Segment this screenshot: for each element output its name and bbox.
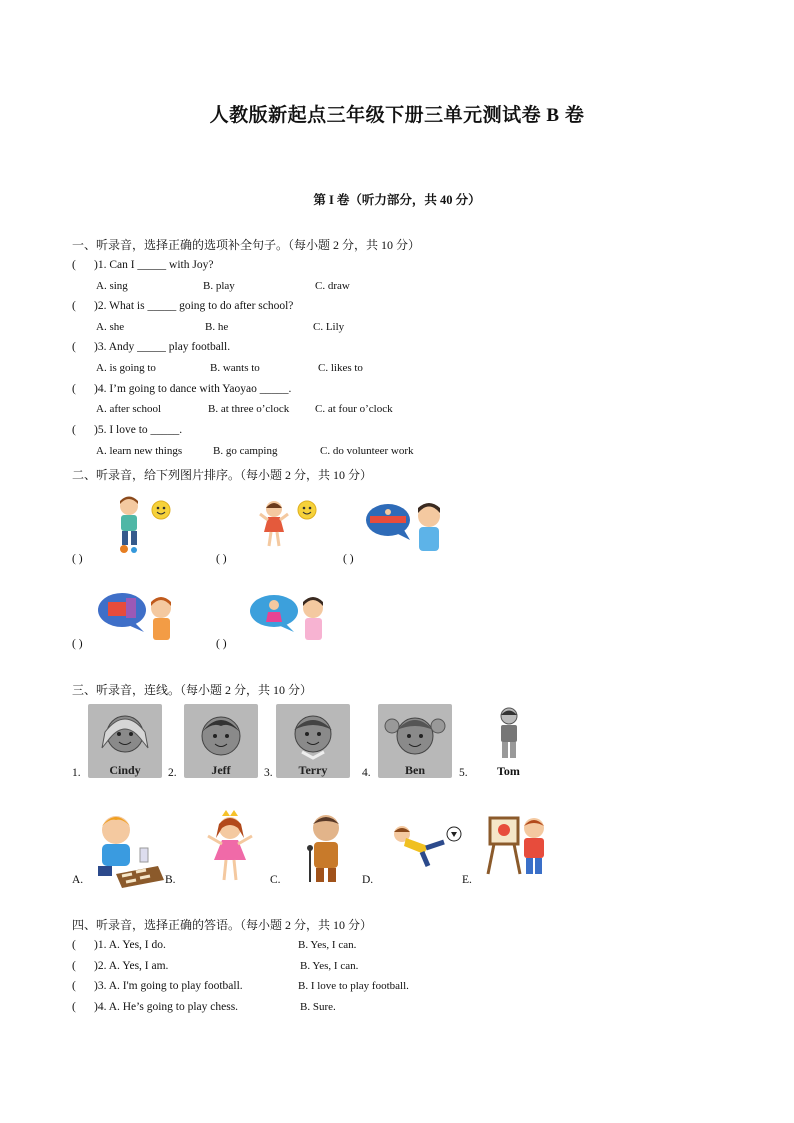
section-1-heading: 一、听录音，选择正确的选项补全句子。（每小题 2 分，共 10 分） bbox=[72, 238, 421, 252]
ordering-slot: ( ) bbox=[216, 553, 227, 565]
section-2-heading: 二、听录音，给下列图片排序。（每小题 2 分，共 10 分） bbox=[72, 468, 373, 482]
option-c: C. at four o’clock bbox=[315, 403, 393, 415]
activity-letter: B. bbox=[165, 874, 176, 886]
girl-ballet-picture bbox=[204, 810, 256, 884]
option-c: C. likes to bbox=[318, 362, 363, 374]
option-b: B. Yes, I can. bbox=[300, 960, 359, 972]
answer-paren: ( bbox=[72, 960, 76, 972]
section-3-heading: 三、听录音，连线。（每小题 2 分，共 10 分） bbox=[72, 683, 313, 697]
person-card-terry bbox=[276, 704, 350, 778]
boy-football-picture bbox=[388, 822, 464, 872]
option-a: A. is going to bbox=[96, 362, 156, 374]
tom-figure-icon bbox=[496, 706, 522, 764]
person-name: Terry bbox=[298, 763, 328, 777]
activity-letter: D. bbox=[362, 874, 374, 886]
option-b: B. Sure. bbox=[300, 1001, 336, 1013]
question-text: )2. A. Yes, I am. bbox=[94, 960, 169, 972]
page-title: 人教版新起点三年级下册三单元测试卷 B 卷 bbox=[209, 105, 585, 126]
question-text: )3. Andy _____ play football. bbox=[94, 341, 231, 353]
boy-running-bubble-picture bbox=[366, 500, 446, 555]
answer-paren: ( bbox=[72, 424, 76, 436]
person-number: 2. bbox=[168, 767, 177, 779]
person-number: 4. bbox=[362, 767, 371, 779]
person-card-cindy bbox=[88, 704, 162, 778]
boy-singing-picture bbox=[302, 810, 348, 886]
boy-playing-picture bbox=[112, 496, 174, 556]
question-text: )4. I’m going to dance with Yaoyao _____. bbox=[94, 383, 292, 395]
ben-face-icon bbox=[378, 704, 452, 764]
option-a: A. she bbox=[96, 321, 125, 333]
question-text: )1. A. Yes, I do. bbox=[94, 939, 166, 951]
girl-dancing-bubble-picture bbox=[250, 592, 330, 642]
person-number: 1. bbox=[72, 767, 81, 779]
boy-chess-picture bbox=[92, 808, 164, 888]
girl-reading-bubble-picture bbox=[98, 590, 176, 642]
person-card-ben bbox=[378, 704, 452, 778]
section-4-heading: 四、听录音，选择正确的答语。（每小题 2 分，共 10 分） bbox=[72, 918, 373, 932]
option-b: B. go camping bbox=[213, 445, 278, 457]
answer-paren: ( bbox=[72, 980, 76, 992]
section-subtitle: 第 I 卷（听力部分，共 40 分） bbox=[313, 193, 481, 207]
question-text: )5. I love to _____. bbox=[94, 424, 183, 436]
ordering-slot: ( ) bbox=[216, 638, 227, 650]
option-b: B. play bbox=[203, 280, 235, 292]
person-name: Tom bbox=[497, 764, 520, 778]
option-a: A. after school bbox=[96, 403, 162, 415]
answer-paren: ( bbox=[72, 341, 76, 353]
ordering-slot: ( ) bbox=[343, 553, 354, 565]
terry-face-icon bbox=[276, 704, 350, 764]
jeff-face-icon bbox=[184, 704, 258, 764]
person-number: 3. bbox=[264, 767, 273, 779]
option-b: B. Yes, I can. bbox=[298, 939, 357, 951]
question-text: )3. A. I'm going to play football. bbox=[94, 980, 243, 992]
answer-paren: ( bbox=[72, 939, 76, 951]
cindy-face-icon bbox=[88, 704, 162, 764]
boy-painting-picture bbox=[484, 812, 552, 882]
activity-letter: C. bbox=[270, 874, 281, 886]
answer-paren: ( bbox=[72, 259, 76, 271]
option-b: B. I love to play football. bbox=[298, 980, 409, 992]
answer-paren: ( bbox=[72, 383, 76, 395]
question-text: )4. A. He’s going to play chess. bbox=[94, 1001, 239, 1013]
person-name: Jeff bbox=[211, 763, 231, 777]
option-a: A. sing bbox=[96, 280, 128, 292]
activity-letter: E. bbox=[462, 874, 472, 886]
answer-paren: ( bbox=[72, 1001, 76, 1013]
person-name: Ben bbox=[404, 763, 425, 777]
question-text: )1. Can I _____ with Joy? bbox=[94, 259, 214, 271]
answer-paren: ( bbox=[72, 300, 76, 312]
girl-dancing-picture bbox=[258, 498, 320, 553]
option-c: C. do volunteer work bbox=[320, 445, 414, 457]
option-b: B. at three o’clock bbox=[208, 403, 290, 415]
ordering-slot: ( ) bbox=[72, 638, 83, 650]
option-c: C. draw bbox=[315, 280, 350, 292]
option-b: B. wants to bbox=[210, 362, 260, 374]
person-number: 5. bbox=[459, 767, 468, 779]
ordering-slot: ( ) bbox=[72, 553, 83, 565]
option-b: B. he bbox=[205, 321, 229, 333]
option-c: C. Lily bbox=[313, 321, 345, 333]
person-card-jeff bbox=[184, 704, 258, 778]
activity-letter: A. bbox=[72, 874, 84, 886]
option-a: A. learn new things bbox=[96, 445, 183, 457]
person-name: Cindy bbox=[109, 763, 141, 777]
question-text: )2. What is _____ going to do after school? bbox=[94, 300, 294, 312]
